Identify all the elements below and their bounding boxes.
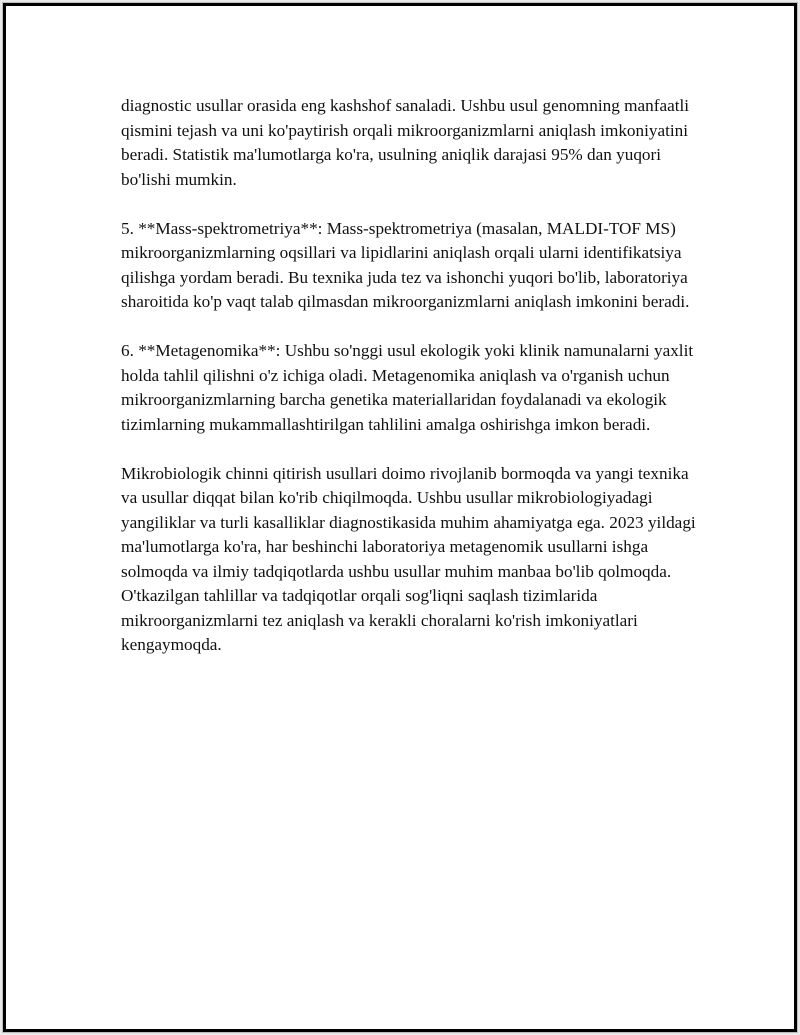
paragraph-metagenomics: 6. **Metagenomika**: Ushbu so'nggi usul ekologik yoki klinik namunalarni yaxlit holda tahlil qilishni o'z ichiga oladi. Metagenomika aniqlash va o'rganish uchun mikroorganizmlarning barcha genetika materiallaridan foydalanadi va ekologik tizimlarning mukammallashtirilgan tahlilini amalga oshirishga imkon beradi.: [121, 341, 694, 434]
paragraph-mass-spectrometry: 5. **Mass-spektrometriya**: Mass-spektrometriya (masalan, MALDI-TOF MS) mikroorganizmlarning oqsillari va lipidlarini aniqlash orqali ularni identifikatsiya qilishga yordam beradi. Bu texnika juda tez va ishonchi yuqori bo'lib, laboratoriya sharoitida ko'p vaqt talab qilmasdan mikroorganizmlarni aniqlash imkonini beradi.: [121, 218, 690, 311]
paragraph-intro-continuation: diagnostic usullar orasida eng kashshof sanaladi. Ushbu usul genomning manfaatli qismini tejash va uni ko'paytirish orqali mikroorganizmlarni aniqlash imkoniyatini beradi. Statistik ma'lumotlarga ko'ra, usulning aniqlik darajasi 95% dan yuqori bo'lishi mumkin.: [121, 96, 690, 189]
document-body: [121, 94, 696, 682]
document-page: [3, 3, 797, 1032]
paragraph-conclusion: Mikrobiologik chinni qitirish usullari doimo rivojlanib bormoqda va yangi texnika va usullar diqqat bilan ko'rib chiqilmoqda. Ushbu usullar mikrobiologiyadagi yangiliklar va turli kasalliklar diagnostikasida muhim ahamiyatga ega. 2023 yildagi ma'lumotlarga ko'ra, har beshinchi laboratoriya metagenomik usullarni ishga solmoqda va ilmiy tadqiqotlarda ushbu usullar muhim manbaa bo'lib qolmoqda. O'tkazilgan tahlillar va tadqiqotlar orqali sog'liqni saqlash tizimlarida mikroorganizmlarni tez aniqlash va kerakli choralarni ko'rish imkoniyatlari kengaymoqda.: [121, 463, 696, 654]
